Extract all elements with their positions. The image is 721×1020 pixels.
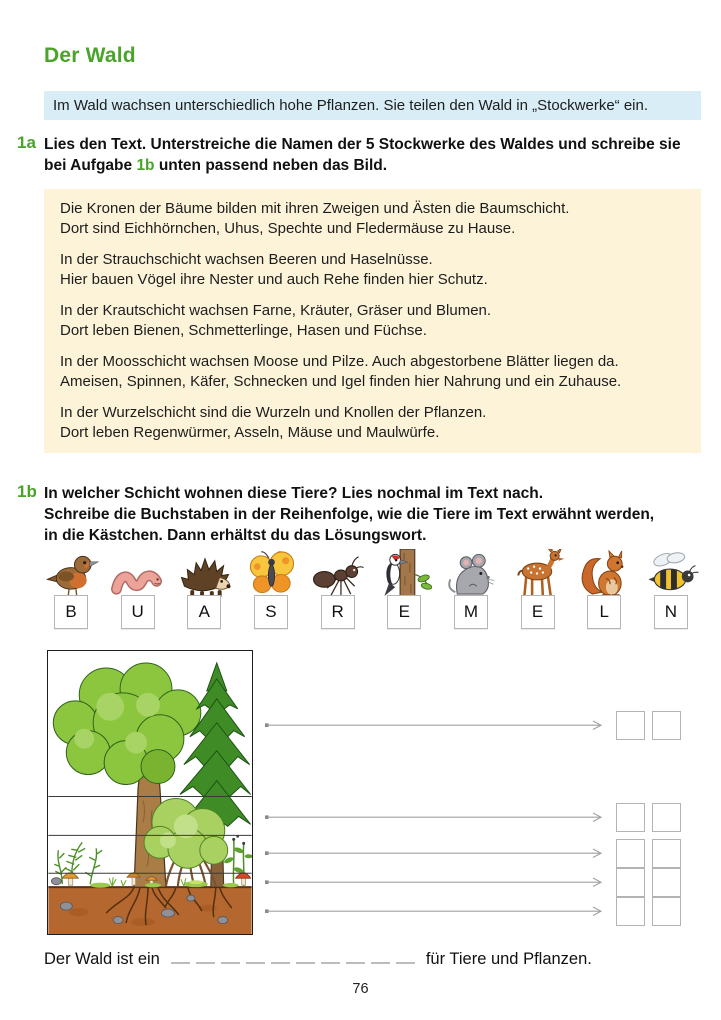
writing-line-arrow-moosschicht[interactable] [265, 876, 610, 888]
animal-item-deer [507, 549, 569, 629]
paragraph-krautschicht [60, 301, 685, 341]
deer-icon [510, 549, 566, 598]
writing-line-arrow-wurzelschicht[interactable] [265, 905, 610, 917]
letter-box: M [454, 595, 488, 629]
worm-icon [110, 549, 166, 598]
solution-blank[interactable] [221, 949, 240, 964]
answer-box[interactable] [616, 803, 645, 832]
squirrel-icon [576, 549, 632, 598]
task-1a-instruction [44, 134, 694, 176]
solution-prefix: Der Wald ist ein [44, 950, 160, 968]
forest-diagram-icon [48, 651, 252, 934]
animal-item-bee [640, 549, 702, 629]
text-line: Dort sind Eichhörnchen, Uhus, Spechte und Fledermäuse zu Hause. [60, 220, 516, 237]
page-title: Der Wald [44, 44, 136, 67]
mouse-icon [443, 549, 499, 598]
solution-suffix: für Tiere und Pflanzen. [425, 950, 592, 968]
task-1b-line: In welcher Schicht wohnen diese Tiere? Lies nochmal im Text nach. [44, 485, 544, 502]
task-1b-instruction [44, 483, 694, 546]
animal-item-worm [107, 549, 169, 629]
text-line: In der Moosschicht wachsen Moose und Pilze. Auch abgestorbene Blätter liegen da. [60, 353, 619, 370]
animal-item-squirrel [573, 549, 635, 629]
animal-item-bird [40, 549, 102, 629]
animal-item-ant [307, 549, 369, 629]
text-line: In der Wurzelschicht sind die Wurzeln und Knollen der Pflanzen. [60, 404, 487, 421]
task-1a-ref: 1b [136, 157, 155, 174]
answer-box[interactable] [652, 803, 681, 832]
bird-icon [43, 549, 99, 598]
task-1b-line: Schreibe die Buchstaben in der Reihenfolge, wie die Tiere im Text erwähnt werden, [44, 506, 655, 523]
answer-box[interactable] [616, 711, 645, 740]
animal-letter-row [40, 549, 702, 629]
answer-box[interactable] [616, 897, 645, 926]
letter-box: R [321, 595, 355, 629]
task-1a-text-end: unten passend neben das Bild. [154, 157, 388, 174]
answer-box[interactable] [616, 839, 645, 868]
answer-boxes-row-1 [616, 711, 681, 740]
letter-box: S [254, 595, 288, 629]
bee-icon [643, 549, 699, 598]
paragraph-moosschicht [60, 352, 685, 392]
task-1a-number: 1a [17, 133, 36, 152]
text-line: Dort leben Bienen, Schmetterlinge, Hasen und Füchse. [60, 322, 427, 339]
letter-box: L [587, 595, 621, 629]
answer-boxes-row-2 [616, 803, 681, 832]
hedgehog-icon [176, 549, 232, 598]
intro-text: Im Wald wachsen unterschiedlich hohe Pflanzen. Sie teilen den Wald in „Stockwerke“ ein. [53, 97, 649, 114]
text-line: In der Strauchschicht wachsen Beeren und Haselnüsse. [60, 251, 433, 268]
task-1a-text: Lies den Text. Unterstreiche die Namen der 5 Stockwerke des Waldes und schreibe sie bei Aufgabe [44, 136, 681, 174]
animal-item-hedgehog [173, 549, 235, 629]
solution-blank[interactable] [396, 949, 415, 964]
letter-box: E [387, 595, 421, 629]
text-line: Ameisen, Spinnen, Käfer, Schnecken und Igel finden hier Nahrung und ein Zuhause. [60, 373, 622, 390]
animal-item-butterfly [240, 549, 302, 629]
reading-text-box [44, 189, 701, 453]
solution-blanks [168, 949, 418, 964]
solution-blank[interactable] [346, 949, 365, 964]
writing-line-arrow-strauchschicht[interactable] [265, 811, 610, 823]
text-line: Die Kronen der Bäume bilden mit ihren Zweigen und Ästen die Baumschicht. [60, 200, 570, 217]
text-line: In der Krautschicht wachsen Farne, Kräuter, Gräser und Blumen. [60, 302, 492, 319]
task-1b-line: in die Kästchen. Dann erhältst du das Lösungswort. [44, 527, 427, 544]
paragraph-strauchschicht [60, 250, 685, 290]
solution-blank[interactable] [371, 949, 390, 964]
solution-blank[interactable] [296, 949, 315, 964]
woodpecker-icon [376, 549, 432, 598]
writing-line-arrow-baumschicht[interactable] [265, 719, 610, 731]
letter-box: U [121, 595, 155, 629]
answer-boxes-row-4 [616, 868, 681, 897]
solution-blank[interactable] [271, 949, 290, 964]
letter-box: A [187, 595, 221, 629]
letter-box: E [521, 595, 555, 629]
solution-blank[interactable] [246, 949, 265, 964]
answer-box[interactable] [652, 897, 681, 926]
animal-item-woodpecker [373, 549, 435, 629]
paragraph-wurzelschicht [60, 403, 685, 443]
letter-box: B [54, 595, 88, 629]
page-number: 76 [352, 981, 369, 997]
ant-icon [310, 549, 366, 598]
forest-layers-illustration [47, 650, 253, 935]
task-1b-number: 1b [17, 482, 37, 501]
writing-line-arrow-krautschicht[interactable] [265, 847, 610, 859]
letter-box: N [654, 595, 688, 629]
solution-blank[interactable] [321, 949, 340, 964]
paragraph-baumschicht [60, 199, 685, 239]
answer-box[interactable] [652, 711, 681, 740]
answer-boxes-row-3 [616, 839, 681, 868]
answer-box[interactable] [652, 868, 681, 897]
answer-boxes-row-5 [616, 897, 681, 926]
answer-box[interactable] [616, 868, 645, 897]
solution-blank[interactable] [171, 949, 190, 964]
intro-box [44, 91, 701, 120]
text-line: Dort leben Regenwürmer, Asseln, Mäuse und Maulwürfe. [60, 424, 440, 441]
animal-item-mouse [440, 549, 502, 629]
answer-box[interactable] [652, 839, 681, 868]
solution-blank[interactable] [196, 949, 215, 964]
text-line: Hier bauen Vögel ihre Nester und auch Rehe finden hier Schutz. [60, 271, 488, 288]
butterfly-icon [243, 549, 299, 598]
solution-sentence [44, 949, 592, 969]
